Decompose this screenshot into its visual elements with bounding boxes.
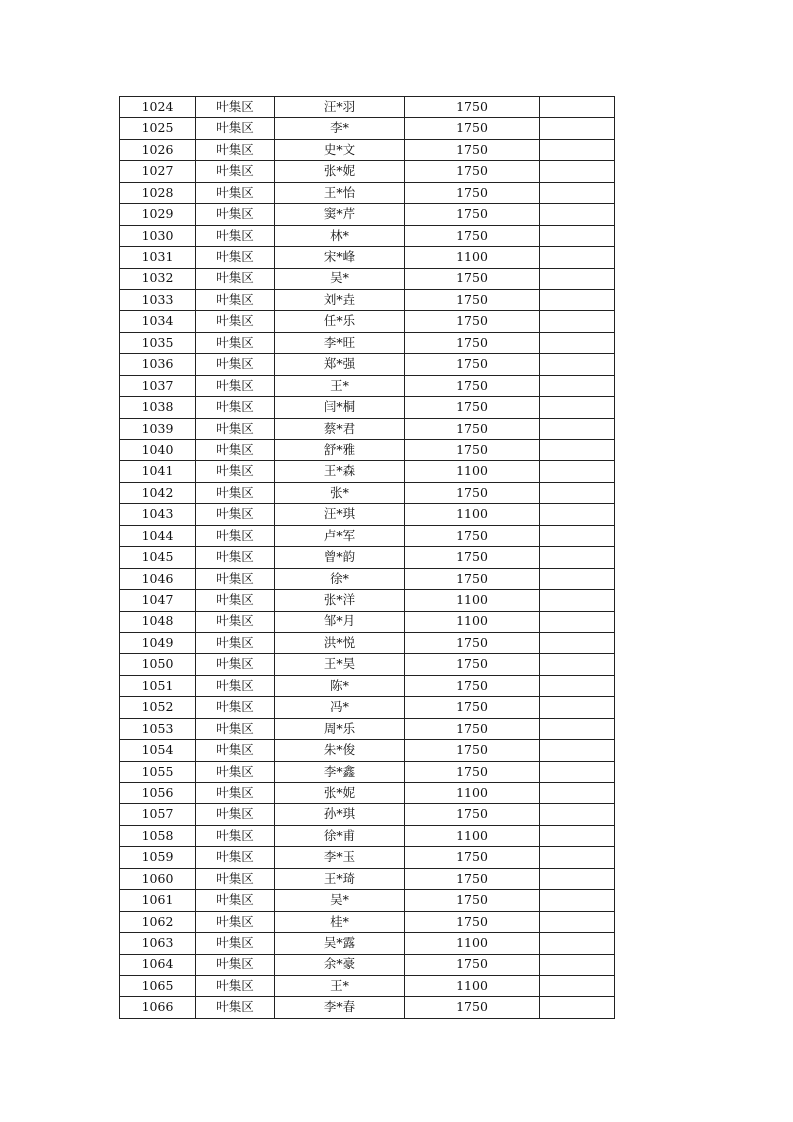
- serial-number-cell: 1028: [120, 182, 196, 203]
- amount-cell: 1750: [405, 182, 540, 203]
- amount-cell: 1750: [405, 161, 540, 182]
- name-cell: 张*妮: [275, 161, 405, 182]
- table-row: [120, 590, 615, 611]
- name-cell: 吴*: [275, 890, 405, 911]
- serial-number-cell: 1035: [120, 332, 196, 353]
- serial-number-cell: 1050: [120, 654, 196, 675]
- table-row: [120, 289, 615, 310]
- district-cell: 叶集区: [196, 933, 275, 954]
- amount-cell: 1750: [405, 632, 540, 653]
- district-cell: 叶集区: [196, 204, 275, 225]
- table-row: [120, 418, 615, 439]
- name-cell: 余*豪: [275, 954, 405, 975]
- table-row: [120, 525, 615, 546]
- amount-cell: 1750: [405, 868, 540, 889]
- amount-cell: 1750: [405, 740, 540, 761]
- amount-cell: 1100: [405, 933, 540, 954]
- serial-number-cell: 1026: [120, 139, 196, 160]
- amount-cell: 1750: [405, 311, 540, 332]
- table-row: [120, 675, 615, 696]
- name-cell: 王*: [275, 375, 405, 396]
- remark-cell: [540, 847, 615, 868]
- district-cell: 叶集区: [196, 118, 275, 139]
- name-cell: 李*春: [275, 997, 405, 1018]
- table-row: [120, 654, 615, 675]
- serial-number-cell: 1053: [120, 718, 196, 739]
- serial-number-cell: 1066: [120, 997, 196, 1018]
- serial-number-cell: 1048: [120, 611, 196, 632]
- remark-cell: [540, 568, 615, 589]
- serial-number-cell: 1029: [120, 204, 196, 225]
- district-cell: 叶集区: [196, 418, 275, 439]
- amount-cell: 1750: [405, 118, 540, 139]
- district-cell: 叶集区: [196, 654, 275, 675]
- amount-cell: 1750: [405, 225, 540, 246]
- roster-table-body: [120, 97, 615, 1019]
- remark-cell: [540, 397, 615, 418]
- amount-cell: 1100: [405, 590, 540, 611]
- amount-cell: 1750: [405, 418, 540, 439]
- amount-cell: 1750: [405, 697, 540, 718]
- table-row: [120, 718, 615, 739]
- remark-cell: [540, 332, 615, 353]
- serial-number-cell: 1044: [120, 525, 196, 546]
- serial-number-cell: 1049: [120, 632, 196, 653]
- amount-cell: 1750: [405, 268, 540, 289]
- name-cell: 张*妮: [275, 783, 405, 804]
- serial-number-cell: 1040: [120, 440, 196, 461]
- remark-cell: [540, 118, 615, 139]
- table-row: [120, 482, 615, 503]
- serial-number-cell: 1052: [120, 697, 196, 718]
- name-cell: 蔡*君: [275, 418, 405, 439]
- amount-cell: 1100: [405, 611, 540, 632]
- district-cell: 叶集区: [196, 482, 275, 503]
- district-cell: 叶集区: [196, 525, 275, 546]
- table-row: [120, 268, 615, 289]
- amount-cell: 1100: [405, 825, 540, 846]
- amount-cell: 1750: [405, 761, 540, 782]
- district-cell: 叶集区: [196, 161, 275, 182]
- amount-cell: 1100: [405, 783, 540, 804]
- table-row: [120, 311, 615, 332]
- amount-cell: 1750: [405, 804, 540, 825]
- amount-cell: 1750: [405, 911, 540, 932]
- name-cell: 窦*芹: [275, 204, 405, 225]
- serial-number-cell: 1056: [120, 783, 196, 804]
- remark-cell: [540, 268, 615, 289]
- amount-cell: 1750: [405, 440, 540, 461]
- remark-cell: [540, 611, 615, 632]
- serial-number-cell: 1038: [120, 397, 196, 418]
- district-cell: 叶集区: [196, 611, 275, 632]
- serial-number-cell: 1034: [120, 311, 196, 332]
- remark-cell: [540, 418, 615, 439]
- remark-cell: [540, 590, 615, 611]
- amount-cell: 1750: [405, 675, 540, 696]
- table-row: [120, 332, 615, 353]
- name-cell: 刘*垚: [275, 289, 405, 310]
- remark-cell: [540, 697, 615, 718]
- table-row: [120, 225, 615, 246]
- name-cell: 李*: [275, 118, 405, 139]
- district-cell: 叶集区: [196, 440, 275, 461]
- remark-cell: [540, 247, 615, 268]
- remark-cell: [540, 311, 615, 332]
- name-cell: 吴*露: [275, 933, 405, 954]
- table-row: [120, 161, 615, 182]
- table-row: [120, 247, 615, 268]
- table-row: [120, 911, 615, 932]
- name-cell: 桂*: [275, 911, 405, 932]
- district-cell: 叶集区: [196, 697, 275, 718]
- table-row: [120, 397, 615, 418]
- serial-number-cell: 1041: [120, 461, 196, 482]
- name-cell: 徐*甫: [275, 825, 405, 846]
- remark-cell: [540, 868, 615, 889]
- remark-cell: [540, 825, 615, 846]
- district-cell: 叶集区: [196, 568, 275, 589]
- serial-number-cell: 1051: [120, 675, 196, 696]
- serial-number-cell: 1043: [120, 504, 196, 525]
- serial-number-cell: 1033: [120, 289, 196, 310]
- name-cell: 邹*月: [275, 611, 405, 632]
- table-row: [120, 825, 615, 846]
- serial-number-cell: 1063: [120, 933, 196, 954]
- serial-number-cell: 1042: [120, 482, 196, 503]
- name-cell: 王*森: [275, 461, 405, 482]
- remark-cell: [540, 225, 615, 246]
- district-cell: 叶集区: [196, 868, 275, 889]
- district-cell: 叶集区: [196, 225, 275, 246]
- serial-number-cell: 1061: [120, 890, 196, 911]
- district-cell: 叶集区: [196, 97, 275, 118]
- remark-cell: [540, 890, 615, 911]
- amount-cell: 1750: [405, 204, 540, 225]
- amount-cell: 1100: [405, 247, 540, 268]
- remark-cell: [540, 161, 615, 182]
- table-row: [120, 868, 615, 889]
- serial-number-cell: 1039: [120, 418, 196, 439]
- serial-number-cell: 1036: [120, 354, 196, 375]
- table-row: [120, 118, 615, 139]
- district-cell: 叶集区: [196, 975, 275, 996]
- amount-cell: 1750: [405, 654, 540, 675]
- table-row: [120, 97, 615, 118]
- district-cell: 叶集区: [196, 804, 275, 825]
- serial-number-cell: 1054: [120, 740, 196, 761]
- amount-cell: 1100: [405, 975, 540, 996]
- serial-number-cell: 1046: [120, 568, 196, 589]
- serial-number-cell: 1059: [120, 847, 196, 868]
- amount-cell: 1750: [405, 482, 540, 503]
- amount-cell: 1750: [405, 97, 540, 118]
- name-cell: 孙*琪: [275, 804, 405, 825]
- table-row: [120, 354, 615, 375]
- table-row: [120, 547, 615, 568]
- serial-number-cell: 1025: [120, 118, 196, 139]
- amount-cell: 1750: [405, 954, 540, 975]
- serial-number-cell: 1032: [120, 268, 196, 289]
- district-cell: 叶集区: [196, 911, 275, 932]
- table-row: [120, 761, 615, 782]
- name-cell: 史*文: [275, 139, 405, 160]
- name-cell: 郑*强: [275, 354, 405, 375]
- district-cell: 叶集区: [196, 890, 275, 911]
- name-cell: 汪*琪: [275, 504, 405, 525]
- remark-cell: [540, 204, 615, 225]
- remark-cell: [540, 139, 615, 160]
- amount-cell: 1100: [405, 504, 540, 525]
- table-row: [120, 954, 615, 975]
- remark-cell: [540, 182, 615, 203]
- name-cell: 曾*韵: [275, 547, 405, 568]
- serial-number-cell: 1037: [120, 375, 196, 396]
- table-row: [120, 461, 615, 482]
- remark-cell: [540, 911, 615, 932]
- table-row: [120, 847, 615, 868]
- name-cell: 徐*: [275, 568, 405, 589]
- remark-cell: [540, 804, 615, 825]
- name-cell: 朱*俊: [275, 740, 405, 761]
- name-cell: 王*琦: [275, 868, 405, 889]
- amount-cell: 1750: [405, 568, 540, 589]
- district-cell: 叶集区: [196, 997, 275, 1018]
- amount-cell: 1750: [405, 547, 540, 568]
- district-cell: 叶集区: [196, 590, 275, 611]
- remark-cell: [540, 440, 615, 461]
- name-cell: 洪*悦: [275, 632, 405, 653]
- remark-cell: [540, 375, 615, 396]
- district-cell: 叶集区: [196, 761, 275, 782]
- district-cell: 叶集区: [196, 354, 275, 375]
- table-row: [120, 440, 615, 461]
- remark-cell: [540, 675, 615, 696]
- name-cell: 舒*雅: [275, 440, 405, 461]
- remark-cell: [540, 783, 615, 804]
- district-cell: 叶集区: [196, 397, 275, 418]
- remark-cell: [540, 354, 615, 375]
- serial-number-cell: 1045: [120, 547, 196, 568]
- district-cell: 叶集区: [196, 461, 275, 482]
- district-cell: 叶集区: [196, 375, 275, 396]
- district-cell: 叶集区: [196, 311, 275, 332]
- remark-cell: [540, 525, 615, 546]
- serial-number-cell: 1047: [120, 590, 196, 611]
- name-cell: 汪*羽: [275, 97, 405, 118]
- table-row: [120, 632, 615, 653]
- amount-cell: 1100: [405, 461, 540, 482]
- remark-cell: [540, 632, 615, 653]
- name-cell: 林*: [275, 225, 405, 246]
- remark-cell: [540, 997, 615, 1018]
- table-row: [120, 139, 615, 160]
- serial-number-cell: 1024: [120, 97, 196, 118]
- serial-number-cell: 1027: [120, 161, 196, 182]
- remark-cell: [540, 504, 615, 525]
- remark-cell: [540, 547, 615, 568]
- amount-cell: 1750: [405, 375, 540, 396]
- serial-number-cell: 1055: [120, 761, 196, 782]
- remark-cell: [540, 97, 615, 118]
- name-cell: 吴*: [275, 268, 405, 289]
- serial-number-cell: 1062: [120, 911, 196, 932]
- name-cell: 王*昊: [275, 654, 405, 675]
- name-cell: 李*玉: [275, 847, 405, 868]
- serial-number-cell: 1064: [120, 954, 196, 975]
- serial-number-cell: 1065: [120, 975, 196, 996]
- table-row: [120, 740, 615, 761]
- amount-cell: 1750: [405, 354, 540, 375]
- remark-cell: [540, 289, 615, 310]
- name-cell: 宋*峰: [275, 247, 405, 268]
- district-cell: 叶集区: [196, 783, 275, 804]
- amount-cell: 1750: [405, 332, 540, 353]
- district-cell: 叶集区: [196, 504, 275, 525]
- name-cell: 周*乐: [275, 718, 405, 739]
- table-row: [120, 375, 615, 396]
- name-cell: 卢*军: [275, 525, 405, 546]
- district-cell: 叶集区: [196, 954, 275, 975]
- name-cell: 王*怡: [275, 182, 405, 203]
- remark-cell: [540, 482, 615, 503]
- name-cell: 张*: [275, 482, 405, 503]
- amount-cell: 1750: [405, 525, 540, 546]
- table-row: [120, 804, 615, 825]
- name-cell: 李*鑫: [275, 761, 405, 782]
- serial-number-cell: 1058: [120, 825, 196, 846]
- name-cell: 王*: [275, 975, 405, 996]
- table-row: [120, 783, 615, 804]
- remark-cell: [540, 461, 615, 482]
- remark-cell: [540, 718, 615, 739]
- name-cell: 李*旺: [275, 332, 405, 353]
- district-cell: 叶集区: [196, 847, 275, 868]
- serial-number-cell: 1060: [120, 868, 196, 889]
- district-cell: 叶集区: [196, 718, 275, 739]
- remark-cell: [540, 654, 615, 675]
- amount-cell: 1750: [405, 718, 540, 739]
- district-cell: 叶集区: [196, 182, 275, 203]
- name-cell: 张*洋: [275, 590, 405, 611]
- table-row: [120, 611, 615, 632]
- amount-cell: 1750: [405, 847, 540, 868]
- district-cell: 叶集区: [196, 268, 275, 289]
- serial-number-cell: 1030: [120, 225, 196, 246]
- name-cell: 陈*: [275, 675, 405, 696]
- table-row: [120, 182, 615, 203]
- table-row: [120, 975, 615, 996]
- remark-cell: [540, 954, 615, 975]
- name-cell: 冯*: [275, 697, 405, 718]
- amount-cell: 1750: [405, 997, 540, 1018]
- amount-cell: 1750: [405, 139, 540, 160]
- district-cell: 叶集区: [196, 289, 275, 310]
- remark-cell: [540, 933, 615, 954]
- name-cell: 闫*桐: [275, 397, 405, 418]
- district-cell: 叶集区: [196, 825, 275, 846]
- district-cell: 叶集区: [196, 740, 275, 761]
- amount-cell: 1750: [405, 289, 540, 310]
- amount-cell: 1750: [405, 890, 540, 911]
- district-cell: 叶集区: [196, 139, 275, 160]
- table-row: [120, 933, 615, 954]
- remark-cell: [540, 740, 615, 761]
- serial-number-cell: 1031: [120, 247, 196, 268]
- serial-number-cell: 1057: [120, 804, 196, 825]
- amount-cell: 1750: [405, 397, 540, 418]
- table-row: [120, 504, 615, 525]
- table-row: [120, 204, 615, 225]
- table-row: [120, 568, 615, 589]
- table-row: [120, 997, 615, 1018]
- district-cell: 叶集区: [196, 247, 275, 268]
- district-cell: 叶集区: [196, 632, 275, 653]
- remark-cell: [540, 975, 615, 996]
- district-cell: 叶集区: [196, 332, 275, 353]
- name-cell: 任*乐: [275, 311, 405, 332]
- table-row: [120, 697, 615, 718]
- remark-cell: [540, 761, 615, 782]
- subsidy-roster-table: [119, 96, 615, 1019]
- district-cell: 叶集区: [196, 675, 275, 696]
- district-cell: 叶集区: [196, 547, 275, 568]
- table-row: [120, 890, 615, 911]
